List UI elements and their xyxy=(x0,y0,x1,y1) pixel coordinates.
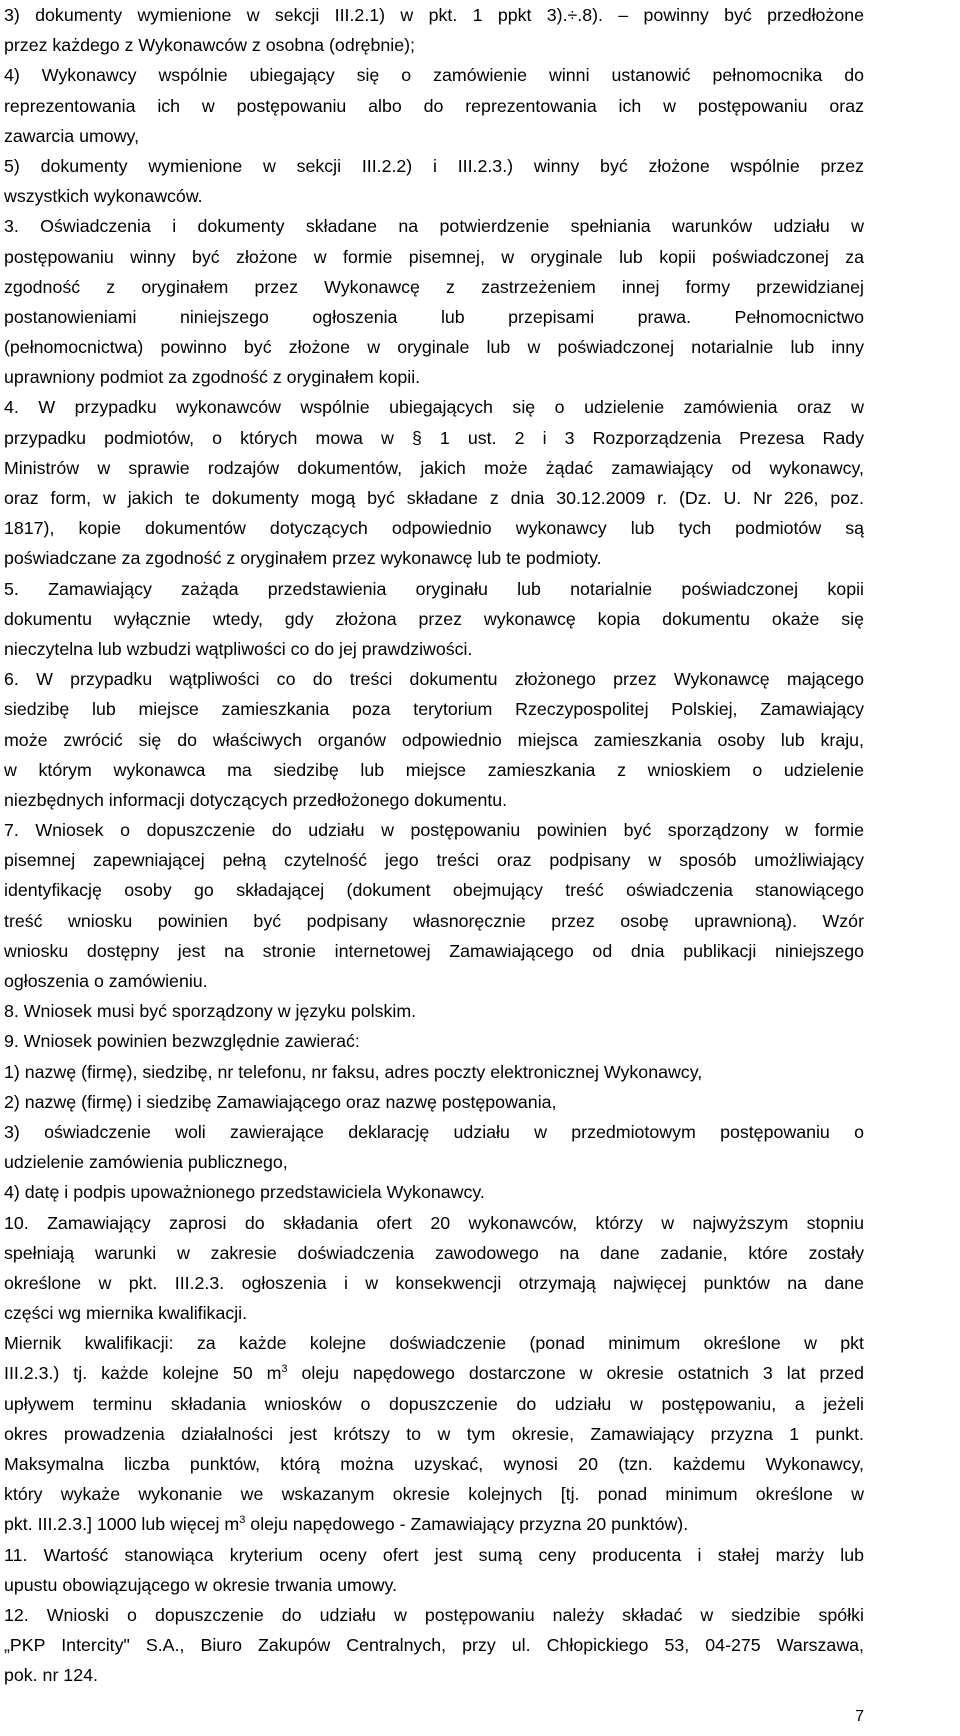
text-line-content: 4) datę i podpis upoważnionego przedstawiciela Wykonawcy. xyxy=(4,1182,485,1203)
text-line xyxy=(4,845,864,875)
text-line-content: 3) dokumenty wymienione w sekcji III.2.1) w pkt. 1 ppkt 3).÷.8). – powinny być przedłożone xyxy=(4,5,864,25)
text-line xyxy=(4,392,864,422)
text-line xyxy=(4,1177,864,1207)
text-line xyxy=(4,1479,864,1509)
text-line-content: oraz form, w jakich te dokumenty mogą być składane z dnia 30.12.2009 r. (Dz. U. Nr 226, poz. xyxy=(4,488,864,508)
text-line xyxy=(4,151,864,181)
text-line xyxy=(4,1147,864,1177)
text-line-content: wniosku dostępny jest na stronie internetowej Zamawiającego od dnia publikacji niniejszego xyxy=(4,940,864,961)
text-line xyxy=(4,906,864,936)
text-line-content: 3. Oświadczenia i dokumenty składane na potwierdzenie spełniania warunków udziału w xyxy=(4,216,864,237)
text-line-content: Maksymalna liczba punktów, którą można uzyskać, wynosi 20 (tzn. każdemu Wykonawcy, xyxy=(4,1454,864,1474)
text-line xyxy=(4,664,864,694)
text-line xyxy=(4,423,864,453)
text-line-content: 1) nazwę (firmę), siedzibę, nr telefonu, nr faksu, adres poczty elektronicznej Wykonawcy, xyxy=(4,1061,703,1082)
text-line xyxy=(4,755,864,785)
text-line-content: pkt. III.2.3.] 1000 lub więcej m xyxy=(4,1514,240,1535)
text-line xyxy=(4,60,864,90)
text-line xyxy=(4,242,864,272)
text-line xyxy=(4,483,864,513)
text-line xyxy=(4,785,864,815)
text-line-continuation: oleju napędowego dostarczone w okresie ostatnich 3 lat przed xyxy=(287,1363,864,1384)
text-line-content: 4. W przypadku wykonawców wspólnie ubiegających się o udzielenie zamówienia oraz w xyxy=(4,397,864,418)
text-line-content: określone w pkt. III.2.3. ogłoszenia i w konsekwencji otrzymają najwięcej punktów na dane xyxy=(4,1272,864,1293)
text-line-content: „PKP Intercity" S.A., Biuro Zakupów Centralnych, przy ul. Chłopickiego 53, 04-275 Warszawa, xyxy=(4,1635,864,1656)
text-line-content: wszystkich wykonawców. xyxy=(4,186,203,207)
text-line-content: III.2.3.) tj. każde kolejne 50 m xyxy=(4,1363,282,1384)
text-line xyxy=(4,604,864,634)
text-line-content: 7. Wniosek o dopuszczenie do udziału w postępowaniu powinien być sporządzony w formie xyxy=(4,820,864,841)
text-line xyxy=(4,1660,864,1690)
text-line-content: 6. W przypadku wątpliwości co do treści dokumentu złożonego przez Wykonawcę mającego xyxy=(4,669,864,690)
text-line-content: 9. Wniosek powinien bezwzględnie zawierać: xyxy=(4,1031,360,1052)
text-line xyxy=(4,996,864,1026)
text-line xyxy=(4,1026,864,1056)
text-line xyxy=(4,1087,864,1117)
text-line-content: poświadczane za zgodność z oryginałem przez wykonawcę lub te podmioty. xyxy=(4,548,602,569)
text-line-continuation: oleju napędowego - Zamawiający przyzna 20 punktów). xyxy=(245,1514,689,1535)
text-line xyxy=(4,966,864,996)
text-line-content: spełniają warunki w zakresie doświadczenia zawodowego na dane zadanie, które zostały xyxy=(4,1242,864,1263)
text-line-content: ogłoszenia o zamówieniu. xyxy=(4,971,208,991)
text-line xyxy=(4,1057,864,1087)
text-line-content: postępowaniu winny być złożone w formie pisemnej, w oryginale lub kopii poświadczonej za xyxy=(4,246,864,267)
text-line-content: w którym wykonawca ma siedzibę lub miejsce zamieszkania z wnioskiem o udzielenie xyxy=(4,759,864,780)
text-line-content: dokumentu wyłącznie wtedy, gdy złożona przez wykonawcę kopia dokumentu okaże się xyxy=(4,608,864,629)
text-line-content: postanowieniami niniejszego ogłoszenia lub przepisami prawa. Pełnomocnictwo xyxy=(4,306,864,327)
text-line xyxy=(4,543,864,573)
text-line xyxy=(4,694,864,724)
text-line-content: niezbędnych informacji dotyczących przedłożonego dokumentu. xyxy=(4,789,508,810)
text-line xyxy=(4,1449,864,1479)
text-line xyxy=(4,1630,864,1660)
text-line-content: zawarcia umowy, xyxy=(4,125,140,146)
text-line xyxy=(4,362,864,392)
text-line xyxy=(4,1600,864,1630)
text-line xyxy=(4,1328,864,1358)
text-line xyxy=(4,1509,864,1539)
text-line-content: zgodność z oryginałem przez Wykonawcę z zastrzeżeniem innej formy przewidzianej xyxy=(4,276,864,297)
text-line xyxy=(4,936,864,966)
text-line-content: Ministrów w sprawie rodzajów dokumentów, jakich może żądać zamawiający od wykonawcy, xyxy=(4,457,864,478)
text-line xyxy=(4,332,864,362)
text-line xyxy=(4,1570,864,1600)
text-line-content: 12. Wnioski o dopuszczenie do udziału w postępowaniu należy składać w siedzibie spółki xyxy=(4,1604,864,1625)
text-line-content: części wg miernika kwalifikacji. xyxy=(4,1303,248,1324)
text-line xyxy=(4,211,864,241)
text-line-content: uprawniony podmiot za zgodność z oryginałem kopii. xyxy=(4,367,421,388)
text-line-content: przypadku podmiotów, o których mowa w § 1 ust. 2 i 3 Rozporządzenia Prezesa Rady xyxy=(4,427,864,448)
text-line xyxy=(4,1389,864,1419)
text-line xyxy=(4,0,864,30)
text-line-content: 5) dokumenty wymienione w sekcji III.2.2) i III.2.3.) winny być złożone wspólnie przez xyxy=(4,155,864,176)
text-line xyxy=(4,1540,864,1570)
text-line-content: udzielenie zamówienia publicznego, xyxy=(4,1152,288,1173)
document-body xyxy=(4,0,864,1691)
superscript: 3 xyxy=(281,1363,288,1376)
text-line-content: 3) oświadczenie woli zawierające deklarację udziału w przedmiotowym postępowaniu o xyxy=(4,1121,864,1142)
text-line-content: upływem terminu składania wniosków o dopuszczenie do udziału w postępowaniu, a jeżeli xyxy=(4,1393,864,1414)
text-line xyxy=(4,302,864,332)
text-line-content: okres prowadzenia działalności jest krótszy to w tym okresie, Zamawiający przyzna 1 punkt. xyxy=(4,1423,864,1444)
text-line-content: siedzibę lub miejsce zamieszkania poza terytorium Rzeczypospolitej Polskiej, Zamawiający xyxy=(4,699,864,720)
text-line xyxy=(4,815,864,845)
text-line-content: pok. nr 124. xyxy=(4,1665,98,1686)
text-line xyxy=(4,121,864,151)
text-line-content: treść wniosku powinien być podpisany własnoręcznie przez osobę uprawnioną). Wzór xyxy=(4,910,864,931)
text-line xyxy=(4,634,864,664)
text-line xyxy=(4,1358,864,1388)
text-line-content: 11. Wartość stanowiąca kryterium oceny ofert jest sumą ceny producenta i stałej marży lub xyxy=(4,1544,864,1565)
text-line xyxy=(4,1117,864,1147)
text-line xyxy=(4,453,864,483)
text-line xyxy=(4,574,864,604)
text-line-content: 8. Wniosek musi być sporządzony w języku polskim. xyxy=(4,1001,417,1022)
document-page xyxy=(4,0,864,1691)
text-line-content: (pełnomocnictwa) powinno być złożone w oryginale lub w poświadczonej notarialnie lub inny xyxy=(4,337,864,358)
text-line xyxy=(4,1298,864,1328)
text-line-content: 5. Zamawiający zażąda przedstawienia oryginału lub notarialnie poświadczonej kopii xyxy=(4,578,864,599)
text-line xyxy=(4,181,864,211)
text-line xyxy=(4,725,864,755)
text-line xyxy=(4,30,864,60)
text-line xyxy=(4,875,864,905)
text-line xyxy=(4,1208,864,1238)
text-line xyxy=(4,513,864,543)
superscript: 3 xyxy=(239,1514,246,1527)
text-line xyxy=(4,1238,864,1268)
text-line-content: pisemnej zapewniającej pełną czytelność jego treści oraz podpisany w sposób umożliwiający xyxy=(4,850,864,871)
text-line xyxy=(4,91,864,121)
text-line-content: reprezentowania ich w postępowaniu albo do reprezentowania ich w postępowaniu oraz xyxy=(4,95,864,116)
text-line-content: 10. Zamawiający zaprosi do składania ofert 20 wykonawców, którzy w najwyższym stopniu xyxy=(4,1212,864,1233)
text-line xyxy=(4,1419,864,1449)
text-line-content: nieczytelna lub wzbudzi wątpliwości co do jej prawdziwości. xyxy=(4,638,473,659)
text-line-content: który wykaże wykonanie we wskazanym okresie kolejnych [tj. ponad minimum określone w xyxy=(4,1484,864,1505)
text-line-content: przez każdego z Wykonawców z osobna (odrębnie); xyxy=(4,35,415,56)
page-number: 7 xyxy=(855,1708,864,1725)
text-line-content: Miernik kwalifikacji: za każde kolejne doświadczenie (ponad minimum określone w pkt xyxy=(4,1333,864,1354)
text-line-content: identyfikację osoby go składającej (dokument obejmujący treść oświadczenia stanowiącego xyxy=(4,880,864,901)
text-line xyxy=(4,1268,864,1298)
text-line-content: 1817), kopie dokumentów dotyczących odpowiednio wykonawcy lub tych podmiotów są xyxy=(4,518,864,539)
text-line xyxy=(4,272,864,302)
text-line-content: może zwrócić się do właściwych organów odpowiednio miejsca zamieszkania osoby lub kraju, xyxy=(4,729,864,750)
text-line-content: 2) nazwę (firmę) i siedzibę Zamawiającego oraz nazwę postępowania, xyxy=(4,1091,557,1112)
text-line-content: 4) Wykonawcy wspólnie ubiegający się o zamówienie winni ustanowić pełnomocnika do xyxy=(4,65,864,86)
text-line-content: upustu obowiązującego w okresie trwania umowy. xyxy=(4,1574,398,1595)
